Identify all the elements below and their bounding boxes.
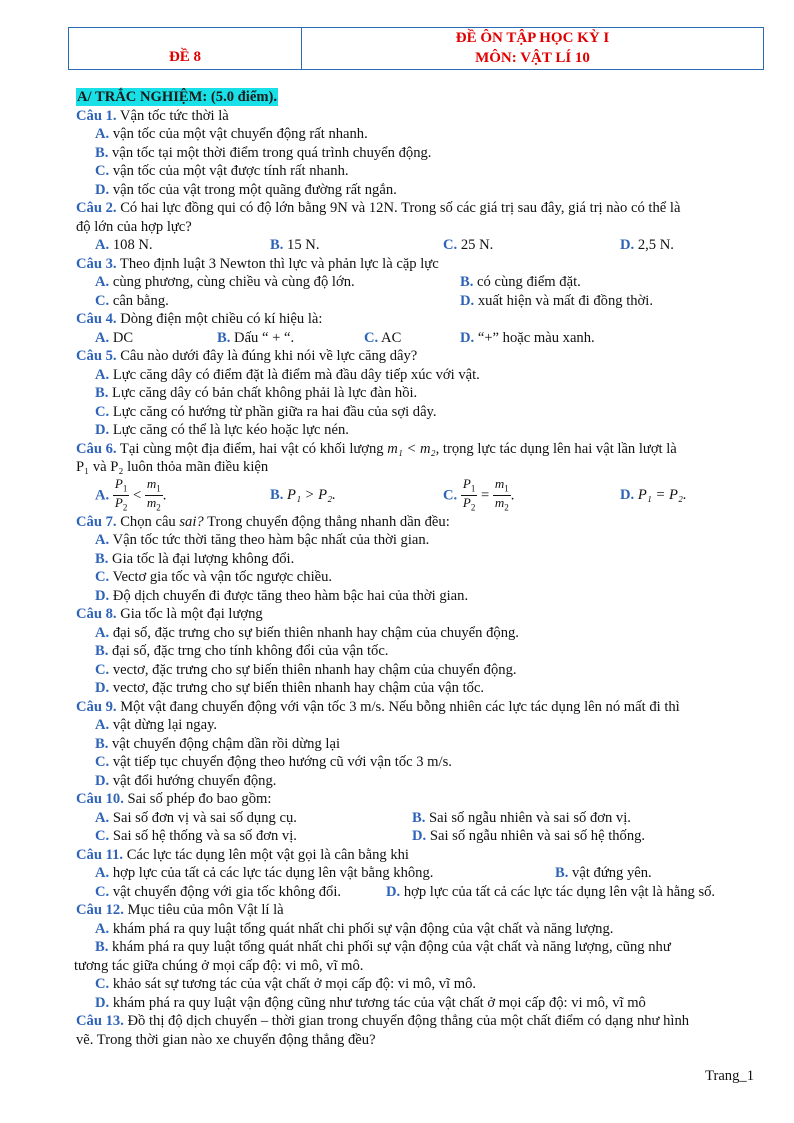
option-a xyxy=(95,236,153,255)
option-c xyxy=(95,827,297,846)
exam-title: ĐỀ ÔN TẬP HỌC KỲ I xyxy=(455,30,610,46)
option-text: Lực căng dây có điểm đặt là điểm mà đầu dây tiếp xúc với vật. xyxy=(109,366,480,383)
option-text: khám phá ra quy luật tổng quát nhất chi phối sự vận động của vật chất và năng lượng, cũng như xyxy=(108,939,671,955)
option-text: Lực căng có thể là lực kéo hoặc lực nén. xyxy=(109,422,349,438)
option-d xyxy=(76,772,756,791)
question-9 xyxy=(76,698,756,717)
option-a: A. $\frac{P_1}{P_2}$ < $\frac{m_1}{m_2}$ . xyxy=(95,475,167,513)
option-a xyxy=(76,531,756,550)
question-number: Câu 5. xyxy=(76,348,117,364)
option-label: D. xyxy=(95,680,110,696)
option-c xyxy=(76,661,756,680)
option-text: khám phá ra quy luật vận động cũng như tương tác của vật chất ở mọi cấp độ: vi mô, vĩ mô xyxy=(109,994,646,1011)
option-d xyxy=(386,883,715,902)
option-text: Sai số hệ thống và sa số đơn vị. xyxy=(109,828,297,844)
option-text: P₁ > P₂. xyxy=(287,486,336,503)
option-c xyxy=(95,292,169,311)
option-text: đại số, đặc trng cho tính không đổi của vận tốc. xyxy=(108,643,389,659)
question-text-cont: độ lớn của hợp lực? xyxy=(76,218,192,235)
options-row xyxy=(76,292,756,311)
option-b xyxy=(76,550,756,569)
option-label: A. xyxy=(95,809,110,826)
option-text: xuất hiện và mất đi đồng thời. xyxy=(474,292,653,309)
option-text: vận tốc tại một thời điểm trong quá trình chuyển động. xyxy=(108,144,432,161)
option-text: khám phá ra quy luật tổng quát nhất chi phối sự vận động của vật chất và năng lượng. xyxy=(109,920,614,937)
option-text: 108 N. xyxy=(109,237,153,253)
question-number: Câu 11. xyxy=(76,846,124,863)
question-text: Dòng điện một chiều có kí hiệu là: xyxy=(116,311,323,327)
option-b xyxy=(460,273,581,292)
option-label: C. xyxy=(443,486,458,503)
option-label: C. xyxy=(95,403,110,420)
option-d xyxy=(620,477,687,513)
fraction-m: $\frac{m_1}{m_2}$ xyxy=(146,475,161,513)
option-b xyxy=(270,477,336,513)
option-c xyxy=(364,329,401,348)
options-row xyxy=(76,236,756,255)
option-b xyxy=(217,329,294,348)
option-d xyxy=(76,587,756,606)
option-a xyxy=(76,125,756,144)
option-label: C. xyxy=(95,976,110,992)
question-text: Có hai lực đồng qui có độ lớn bằng 9N và 12N. Trong số các giá trị sau đây, giá trị nào có thể là xyxy=(116,200,681,216)
option-text: Sai số đơn vị và sai số dụng cụ. xyxy=(109,809,297,826)
exam-number: ĐỀ 8 xyxy=(168,49,202,65)
option-label: D. xyxy=(386,883,401,900)
option-label: A. xyxy=(95,366,110,383)
option-a xyxy=(76,716,756,735)
options-row xyxy=(76,883,756,902)
question-number: Câu 9. xyxy=(76,698,117,715)
option-label: B. xyxy=(95,735,109,752)
option-a xyxy=(95,864,433,883)
question-6 xyxy=(76,440,756,459)
option-text: DC xyxy=(109,329,134,346)
option-a xyxy=(76,366,756,385)
option-label: D. xyxy=(95,772,110,789)
question-text: Các lực tác dụng lên một vật gọi là cân bằng khi xyxy=(123,846,409,863)
fraction-m: $\frac{m_1}{m_2}$ xyxy=(494,475,509,513)
option-b xyxy=(76,735,756,754)
question-11 xyxy=(76,846,756,865)
option-text: đại số, đặc trưng cho sự biến thiên nhanh hay chậm của chuyển động. xyxy=(109,624,519,641)
option-label: D. xyxy=(95,994,110,1011)
option-d xyxy=(620,236,674,255)
page-number: Trang_1 xyxy=(705,1068,754,1084)
option-label: C. xyxy=(95,883,110,900)
option-label: B. xyxy=(95,939,109,955)
question-number: Câu 13. xyxy=(76,1013,124,1029)
question-number: Câu 3. xyxy=(76,255,117,272)
option-d xyxy=(412,827,645,846)
option-text: vận tốc của một vật chuyển động rất nhanh. xyxy=(109,126,368,142)
option-text: vận tốc của vật trong một quãng đường rất ngắn. xyxy=(109,181,397,198)
option-text: vectơ, đặc trưng cho sự biến thiên nhanh hay chậm của chuyển động. xyxy=(109,661,517,678)
option-text: “+” hoặc màu xanh. xyxy=(474,329,595,346)
option-text: Vectơ gia tốc và vận tốc ngược chiều. xyxy=(109,569,333,585)
question-12 xyxy=(76,901,756,920)
option-label: C. xyxy=(95,163,110,179)
option-b xyxy=(270,236,319,255)
math-condition: m₁ < m₂ xyxy=(387,440,436,457)
option-text: 2,5 N. xyxy=(634,237,674,253)
question-number: Câu 6. xyxy=(76,440,117,457)
options-row xyxy=(76,477,756,513)
option-text: vật tiếp tục chuyển động theo hướng cũ với vận tốc 3 m/s. xyxy=(109,754,452,770)
option-label: A. xyxy=(95,329,110,346)
option-text: vật đứng yên. xyxy=(568,865,652,881)
option-b xyxy=(76,144,756,163)
question-text: Mục tiêu của môn Vật lí là xyxy=(123,902,284,918)
question-text-cont: vẽ. Trong thời gian nào xe chuyển động thẳng đều? xyxy=(76,1031,376,1048)
option-label: A. xyxy=(95,717,110,733)
option-label: B. xyxy=(95,643,109,659)
question-number: Câu 7. xyxy=(76,513,117,530)
option-text: cân bằng. xyxy=(109,292,169,309)
question-8 xyxy=(76,605,756,624)
question-text: Sai số phép đo bao gồm: xyxy=(123,791,272,807)
option-label: B. xyxy=(412,809,426,826)
question-text: Vận tốc tức thời là xyxy=(116,107,229,124)
exam-header xyxy=(68,27,764,70)
options-row xyxy=(76,273,756,292)
options-row xyxy=(76,809,756,828)
option-text: cùng phương, cùng chiều và cùng độ lớn. xyxy=(109,274,355,290)
option-b xyxy=(76,938,756,957)
fraction-p: $\frac{P_1}{P_2}$ xyxy=(462,475,476,513)
option-d xyxy=(460,329,595,348)
option-d xyxy=(460,292,653,311)
option-c xyxy=(76,403,756,422)
option-a xyxy=(76,624,756,643)
fraction-p: $\frac{P_1}{P_2}$ xyxy=(114,475,128,513)
option-label: B. xyxy=(460,274,474,290)
option-label: A. xyxy=(95,237,110,253)
option-c xyxy=(76,568,756,587)
option-text: có cùng điểm đặt. xyxy=(473,274,581,290)
option-c: C. $\frac{P_1}{P_2}$ = $\frac{m_1}{m_2}$ . xyxy=(443,475,515,513)
option-a xyxy=(95,809,297,828)
option-b xyxy=(412,809,631,828)
option-label: D. xyxy=(460,292,475,309)
option-label: C. xyxy=(95,292,110,309)
question-10 xyxy=(76,790,756,809)
question-text-cont: P₁ và P₂ luôn thỏa mãn điều kiện xyxy=(76,459,269,475)
question-text: Câu nào dưới đây là đúng khi nói về lực căng dây? xyxy=(116,348,418,364)
option-label: B. xyxy=(95,550,109,567)
option-label: B. xyxy=(217,329,231,346)
option-label: A. xyxy=(95,532,110,548)
option-label: A. xyxy=(95,486,110,503)
option-text: P₁ = P₂. xyxy=(637,486,687,503)
question-number: Câu 8. xyxy=(76,606,117,622)
option-text: hợp lực của tất cả các lực tác dụng lên vật bằng không. xyxy=(109,865,434,881)
option-a xyxy=(76,920,756,939)
question-text: Tại cùng một địa điểm, hai vật có khối lượng xyxy=(116,440,388,457)
option-label: B. xyxy=(270,486,284,503)
question-text-cont: , trọng lực tác dụng lên hai vật lần lượt là xyxy=(435,440,677,457)
option-text: khảo sát sự tương tác của vật chất ở mọi cấp độ: vi mô, vĩ mô. xyxy=(109,976,477,992)
question-5 xyxy=(76,347,756,366)
option-d xyxy=(76,181,756,200)
exam-number-cell xyxy=(69,28,302,69)
option-text: vật chuyển động chậm dần rồi dừng lại xyxy=(108,735,341,752)
option-c xyxy=(76,753,756,772)
option-label: B. xyxy=(95,385,109,401)
option-label: D. xyxy=(620,486,635,503)
emphasis: sai? xyxy=(179,513,204,530)
option-a xyxy=(95,273,355,292)
options-row xyxy=(76,827,756,846)
option-label: D. xyxy=(460,329,475,346)
exam-title-cell xyxy=(302,28,763,69)
option-text: Lực căng dây có bản chất không phải là lực đàn hồi. xyxy=(108,385,418,401)
question-text: Theo định luật 3 Newton thì lực và phản lực là cặp lực xyxy=(116,255,439,272)
option-label: B. xyxy=(270,237,284,253)
option-text: 15 N. xyxy=(283,237,320,253)
exam-subject: MÔN: VẬT LÍ 10 xyxy=(475,50,590,66)
option-label: A. xyxy=(95,624,110,641)
option-text: Vận tốc tức thời tăng theo hàm bậc nhất của thời gian. xyxy=(109,532,430,548)
question-4 xyxy=(76,310,756,329)
option-text: hợp lực của tất cả các lực tác dụng lên vật là hằng số. xyxy=(400,883,716,900)
question-text-cont: Trong chuyển động thẳng nhanh dần đều: xyxy=(203,513,450,530)
option-c xyxy=(76,162,756,181)
option-label: C. xyxy=(95,828,110,844)
option-label: D. xyxy=(95,587,110,604)
option-label: B. xyxy=(95,144,109,161)
option-a xyxy=(95,329,133,348)
option-label: A. xyxy=(95,865,110,881)
option-label: A. xyxy=(95,126,110,142)
question-7 xyxy=(76,513,756,532)
question-number: Câu 10. xyxy=(76,791,124,807)
option-label: D. xyxy=(412,828,427,844)
option-label: B. xyxy=(555,865,569,881)
option-label: C. xyxy=(364,329,379,346)
question-1 xyxy=(76,107,756,126)
option-c xyxy=(95,883,341,902)
option-text-cont: tương tác giữa chúng ở mọi cấp độ: vi mô, vĩ mô. xyxy=(74,957,364,974)
option-text: Dấu “ + “. xyxy=(230,329,295,346)
option-text: Lực căng có hướng từ phần giữa ra hai đầu của sợi dây. xyxy=(109,403,437,420)
option-label: D. xyxy=(620,237,635,253)
exam-content xyxy=(76,88,756,1049)
option-b xyxy=(76,384,756,403)
question-2 xyxy=(76,199,756,218)
option-text: AC xyxy=(378,329,402,346)
option-text: Sai số ngẫu nhiên và sai số hệ thống. xyxy=(426,828,646,844)
option-d xyxy=(76,679,756,698)
option-text: vật chuyển động với gia tốc không đổi. xyxy=(109,883,342,900)
question-number: Câu 2. xyxy=(76,200,117,216)
option-text: vectơ, đặc trưng cho sự biến thiên nhanh hay chậm của vận tốc. xyxy=(109,680,485,696)
option-label: C. xyxy=(95,754,110,770)
option-text: vận tốc của một vật được tính rất nhanh. xyxy=(109,163,349,179)
question-number: Câu 1. xyxy=(76,107,117,124)
question-number: Câu 4. xyxy=(76,311,117,327)
question-text: Một vật đang chuyển động với vận tốc 3 m/s. Nếu bỗng nhiên các lực tác dụng lên nó mất đi thì xyxy=(116,698,680,715)
option-text: vật đổi hướng chuyển động. xyxy=(109,772,277,789)
option-text: Gia tốc là đại lượng không đổi. xyxy=(108,550,295,567)
option-text: 25 N. xyxy=(457,237,494,253)
options-row xyxy=(76,329,756,348)
option-label: C. xyxy=(95,569,110,585)
option-label: D. xyxy=(95,181,110,198)
option-text: Sai số ngẫu nhiên và sai số đơn vị. xyxy=(425,809,631,826)
question-text: Đồ thị độ dịch chuyển – thời gian trong chuyển động thẳng của một chất điểm có dạng như hình xyxy=(123,1013,690,1029)
option-text: vật dừng lại ngay. xyxy=(109,717,218,733)
option-c xyxy=(76,975,756,994)
option-label: C. xyxy=(95,661,110,678)
option-d xyxy=(76,994,756,1013)
option-b xyxy=(555,864,652,883)
question-number: Câu 12. xyxy=(76,902,124,918)
option-b xyxy=(76,642,756,661)
section-title: A/ TRẮC NGHIỆM: (5.0 điểm). xyxy=(77,89,277,105)
question-text: Chọn câu xyxy=(116,513,180,530)
question-13 xyxy=(76,1012,756,1031)
option-label: D. xyxy=(95,422,110,438)
option-label: A. xyxy=(95,274,110,290)
option-label: C. xyxy=(443,237,458,253)
option-c xyxy=(443,236,493,255)
options-row xyxy=(76,864,756,883)
option-d xyxy=(76,421,756,440)
question-text: Gia tốc là một đại lượng xyxy=(116,606,263,622)
question-3 xyxy=(76,255,756,274)
option-text: Độ dịch chuyển đi được tăng theo hàm bậc hai của thời gian. xyxy=(109,587,469,604)
option-label: A. xyxy=(95,920,110,937)
